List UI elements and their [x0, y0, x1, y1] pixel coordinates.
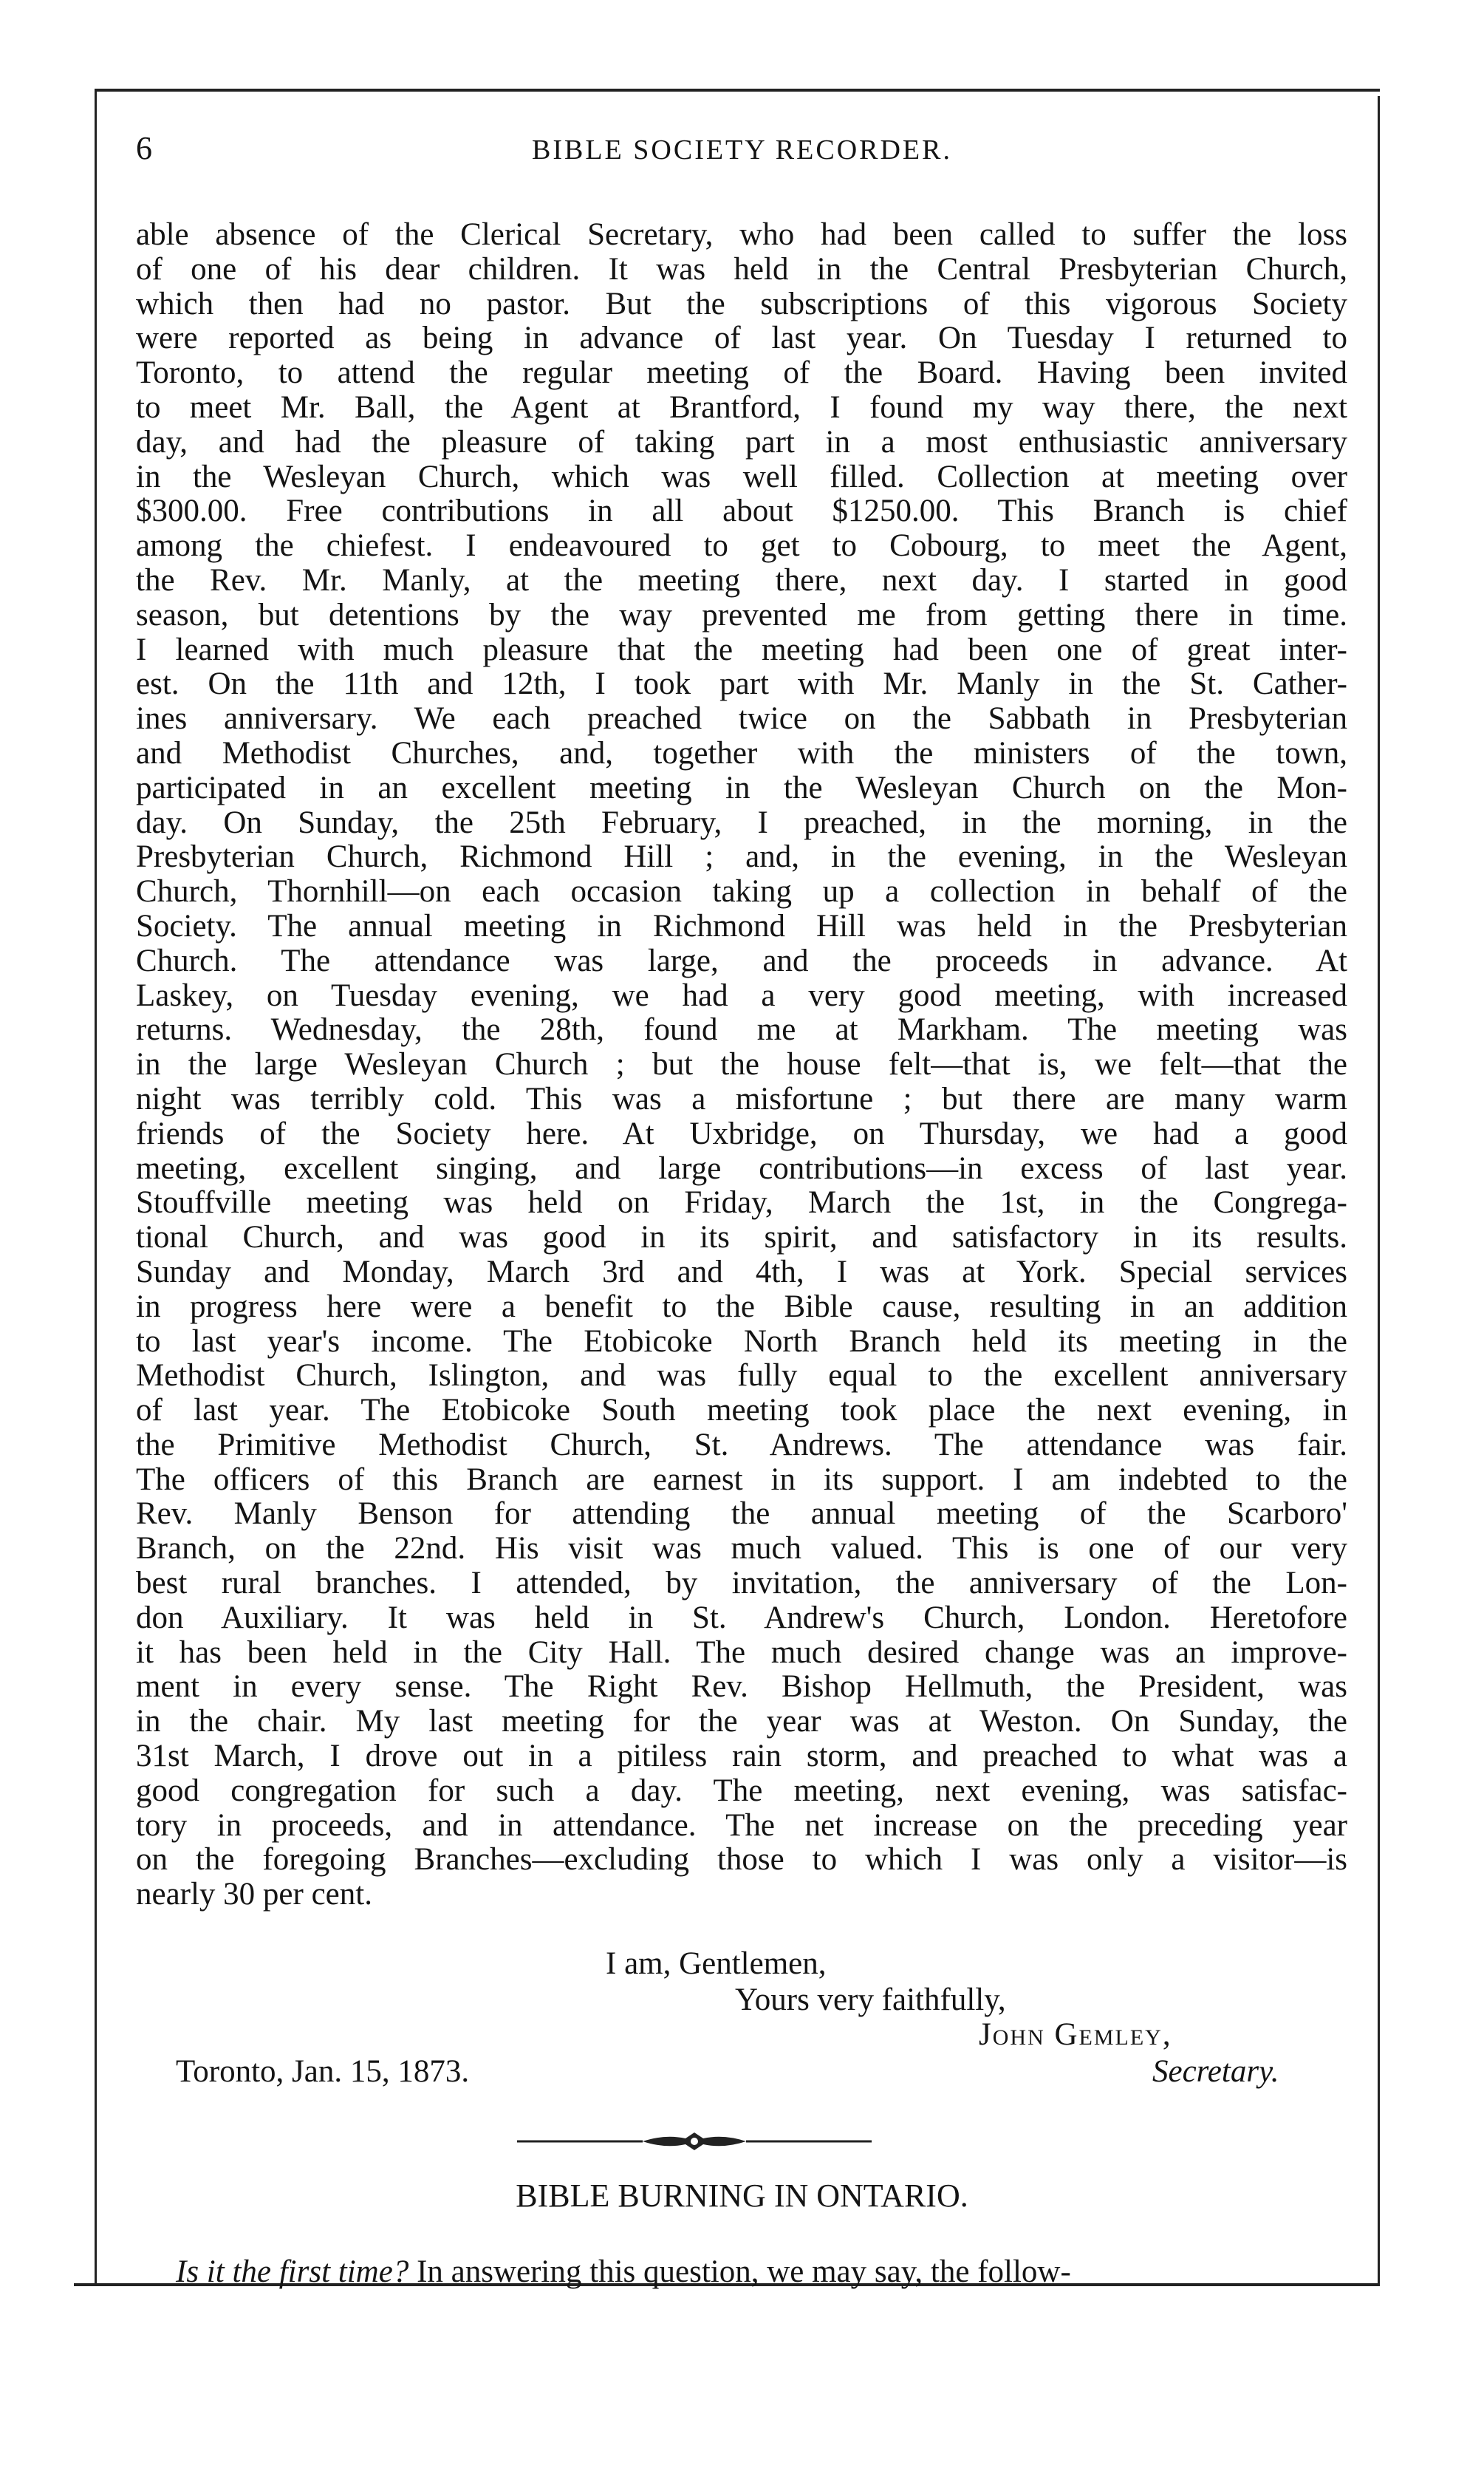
text-line: ines anniversary. We each preached twice on the Sabbath in Presbyterian — [136, 701, 1347, 737]
text-line: Presbyterian Church, Richmond Hill ; and, in the evening, in the Wesleyan — [136, 839, 1347, 875]
text-line: don Auxiliary. It was held in St. Andrew's Church, London. Heretofore — [136, 1600, 1347, 1635]
text-line: were reported as being in advance of last year. On Tuesday I returned to — [136, 321, 1347, 356]
signature-name: John Gemley, — [979, 2017, 1172, 2052]
text-line: in progress here were a benefit to the Bible cause, resulting in an addition — [136, 1289, 1347, 1324]
text-line: Laskey, on Tuesday evening, we had a very good meeting, with increased — [136, 978, 1347, 1013]
text-line: on the foregoing Branches—excluding those to which I was only a visitor—is — [136, 1842, 1347, 1878]
dateline: Toronto, Jan. 15, 1873. — [176, 2054, 470, 2089]
text-line: of last year. The Etobicoke South meeting took place the next evening, in — [136, 1393, 1347, 1428]
text-line: night was terribly cold. This was a misfortune ; but there are many warm — [136, 1081, 1347, 1116]
text-line: tory in proceeds, and in attendance. The net increase on the preceding year — [136, 1807, 1347, 1843]
text-line: in the large Wesleyan Church ; but the house felt—that is, we felt—that the — [136, 1047, 1347, 1083]
text-line: season, but detentions by the way prevented me from getting there in time. — [136, 597, 1347, 633]
text-line: the Primitive Methodist Church, St. Andrews. The attendance was fair. — [136, 1427, 1347, 1462]
text-line: of one of his dear children. It was held in the Central Presbyterian Church, — [136, 251, 1347, 287]
text-line: in the chair. My last meeting for the year was at Weston. On Sunday, the — [136, 1704, 1347, 1739]
text-line: I learned with much pleasure that the meeting had been one of great inter- — [136, 632, 1347, 667]
text-line: $300.00. Free contributions in all about $1250.00. This Branch is chief — [136, 494, 1347, 529]
text-line: meeting, excellent singing, and large contributions—in excess of last year. — [136, 1150, 1347, 1186]
closing-salutation: I am, Gentlemen, — [606, 1946, 827, 1981]
section-heading: BIBLE BURNING IN ONTARIO. — [516, 2178, 968, 2214]
text-line: 31st March, I drove out in a pitiless rain storm, and preached to what was a — [136, 1739, 1347, 1774]
article-intro-line — [176, 2254, 1347, 2291]
text-line: nearly 30 per cent. — [136, 1877, 372, 1912]
text-line: among the chiefest. I endeavoured to get to Cobourg, to meet the Agent, — [136, 528, 1347, 564]
text-line: Society. The annual meeting in Richmond Hill was held in the Presbyterian — [136, 908, 1347, 944]
text-line: The officers of this Branch are earnest in its support. I am indebted to the — [136, 1462, 1347, 1497]
text-line: friends of the Society here. At Uxbridge, on Thursday, we had a good — [136, 1116, 1347, 1151]
signature-title: Secretary. — [1152, 2054, 1279, 2089]
text-line: Rev. Manly Benson for attending the annual meeting of the Scarboro' — [136, 1496, 1347, 1532]
running-header: BIBLE SOCIETY RECORDER. — [532, 134, 952, 166]
text-line: the Rev. Mr. Manly, at the meeting there, next day. I started in good — [136, 562, 1347, 598]
text-line: to last year's income. The Etobicoke North Branch held its meeting in the — [136, 1323, 1347, 1359]
text-line: Church, Thornhill—on each occasion taking up a collection in behalf of the — [136, 874, 1347, 910]
section-divider-ornament — [517, 2128, 872, 2155]
intro-text: In answering this question, we may say, the follow- — [408, 2254, 1071, 2289]
letter-body — [136, 218, 1347, 1912]
text-line: est. On the 11th and 12th, I took part with Mr. Manly in the St. Cather- — [136, 666, 1347, 702]
text-line: best rural branches. I attended, by invitation, the anniversary of the Lon- — [136, 1566, 1347, 1601]
text-line: able absence of the Clerical Secretary, who had been called to suffer the loss — [136, 217, 1347, 252]
text-line: which then had no pastor. But the subscriptions of this vigorous Society — [136, 286, 1347, 321]
text-line: and Methodist Churches, and, together with the ministers of the town, — [136, 735, 1347, 771]
text-line: it has been held in the City Hall. The much desired change was an improve- — [136, 1634, 1347, 1670]
top-border-rule — [95, 89, 1380, 92]
text-line: Branch, on the 22nd. His visit was much valued. This is one of our very — [136, 1531, 1347, 1566]
text-line: in the Wesleyan Church, which was well filled. Collection at meeting over — [136, 459, 1347, 494]
right-border-rule — [1378, 96, 1380, 2285]
text-line: good congregation for such a day. The meeting, next evening, was satisfac- — [136, 1773, 1347, 1808]
text-line: Methodist Church, Islington, and was fully equal to the excellent anniversary — [136, 1358, 1347, 1394]
text-line: day, and had the pleasure of taking part in a most enthusiastic anniversary — [136, 424, 1347, 460]
text-line: day. On Sunday, the 25th February, I preached, in the morning, in the — [136, 805, 1347, 840]
intro-question: Is it the first time? — [176, 2254, 409, 2289]
text-line: tional Church, and was good in its spirit, and satisfactory in its results. — [136, 1220, 1347, 1255]
text-line: Church. The attendance was large, and the proceeds in advance. At — [136, 943, 1347, 978]
text-line: returns. Wednesday, the 28th, found me at Markham. The meeting was — [136, 1012, 1347, 1048]
text-line: ment in every sense. The Right Rev. Bishop Hellmuth, the President, was — [136, 1669, 1347, 1705]
text-line: Toronto, to attend the regular meeting of the Board. Having been invited — [136, 355, 1347, 391]
text-line: Sunday and Monday, March 3rd and 4th, I was at York. Special services — [136, 1254, 1347, 1289]
closing-valediction: Yours very faithfully, — [735, 1982, 1006, 2017]
left-border-rule — [95, 89, 97, 2285]
page-number: 6 — [136, 130, 152, 166]
text-line: participated in an excellent meeting in the Wesleyan Church on the Mon- — [136, 770, 1347, 805]
text-line: Stouffville meeting was held on Friday, March the 1st, in the Congrega- — [136, 1185, 1347, 1221]
text-line: to meet Mr. Ball, the Agent at Brantford, I found my way there, the next — [136, 389, 1347, 425]
